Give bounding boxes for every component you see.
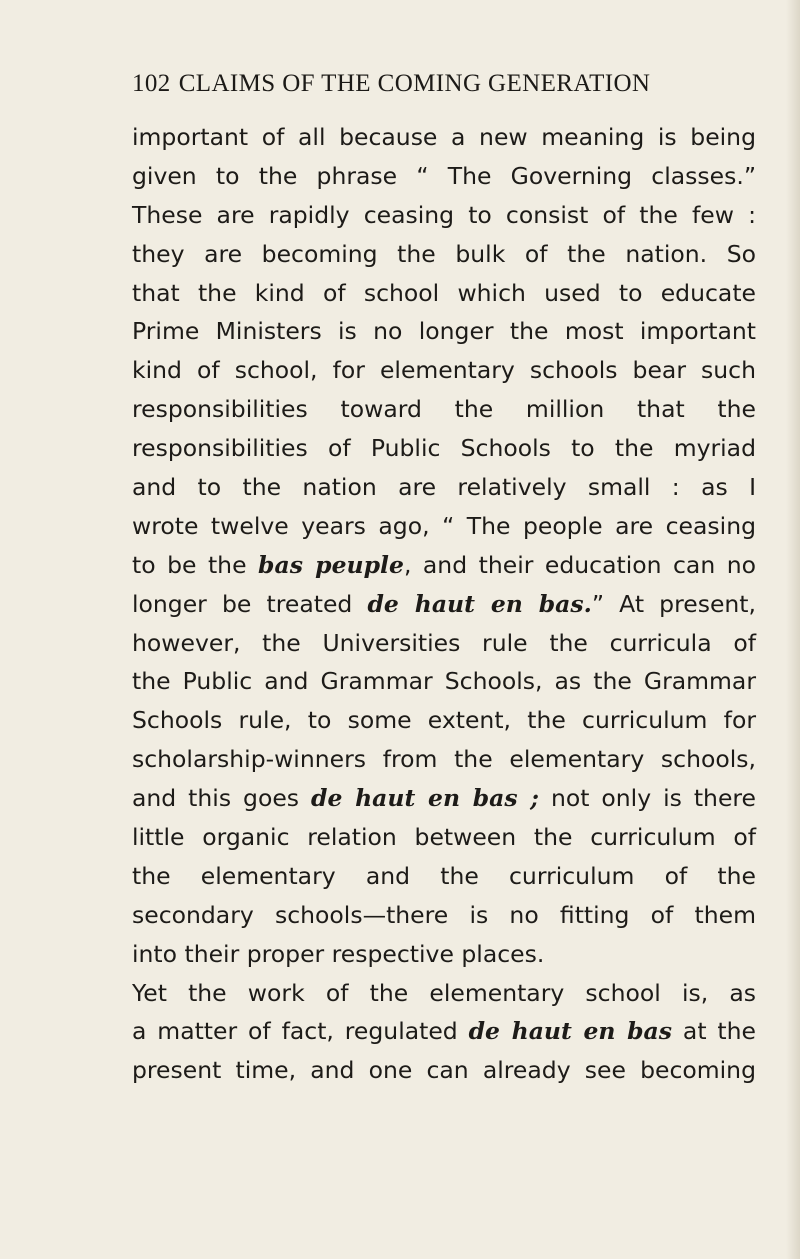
italic-phrase: de haut en bas ;	[311, 784, 539, 813]
text-segment: the Public and Grammar Schools, as the Grammar	[132, 667, 756, 696]
text-line	[132, 235, 756, 274]
text-line	[132, 974, 756, 1013]
text-segment: present time, and one can already see becoming	[132, 1056, 756, 1085]
text-line	[132, 779, 756, 818]
text-segment: These are rapidly ceasing to consist of the few :	[132, 200, 756, 229]
text-segment: longer be treated	[132, 589, 368, 618]
italic-phrase: bas peuple	[258, 550, 404, 579]
text-line	[132, 351, 756, 390]
text-line	[132, 196, 756, 235]
text-line	[132, 1051, 756, 1090]
text-segment: they are becoming the bulk of the nation. So	[132, 239, 756, 268]
text-line	[132, 624, 756, 663]
text-segment: and this goes	[132, 784, 312, 813]
running-title: CLAIMS OF THE COMING GENERATION	[178, 70, 651, 97]
text-segment: ” At present,	[591, 589, 756, 618]
text-segment: a matter of fact, regulated	[132, 1017, 469, 1046]
text-line	[132, 157, 756, 196]
text-line	[132, 507, 756, 546]
italic-phrase: de haut en bas.	[367, 589, 592, 618]
text-line	[132, 857, 756, 896]
text-line	[132, 118, 756, 157]
text-segment: wrote twelve years ago, “ The people are ceasing	[132, 511, 756, 540]
body-text	[132, 118, 756, 1090]
page-edge-shadow	[786, 0, 800, 1259]
text-segment: Schools rule, to some extent, the curriculum for	[132, 706, 756, 735]
text-line	[132, 896, 756, 935]
text-line	[132, 662, 756, 701]
text-segment: that the kind of school which used to educate	[132, 278, 756, 307]
text-segment: however, the Universities rule the curricula of	[132, 628, 756, 657]
text-segment: to be the	[132, 550, 259, 579]
page-number: 102	[132, 70, 171, 97]
text-segment: Yet the work of the elementary school is, as	[132, 978, 756, 1007]
text-line	[132, 818, 756, 857]
text-line	[132, 468, 756, 507]
text-segment: , and their education can no	[403, 550, 756, 579]
text-line	[132, 390, 756, 429]
text-segment: little organic relation between the curriculum of	[132, 823, 756, 852]
text-segment: responsibilities toward the million that the	[132, 395, 756, 424]
text-line	[132, 429, 756, 468]
text-line	[132, 740, 756, 779]
text-segment: responsibilities of Public Schools to the myriad	[132, 434, 756, 463]
text-segment: important of all because a new meaning is being	[132, 123, 756, 151]
text-segment: at the	[672, 1017, 756, 1046]
text-segment: and to the nation are relatively small : as I	[132, 473, 756, 502]
italic-phrase: de haut en bas	[468, 1017, 673, 1046]
text-segment: Prime Ministers is no longer the most important	[132, 317, 756, 346]
text-line	[132, 312, 756, 351]
text-line	[132, 585, 756, 624]
text-segment: into their proper respective places.	[132, 939, 545, 968]
text-line	[132, 701, 756, 740]
text-segment: given to the phrase “ The Governing classes.”	[132, 161, 756, 190]
text-segment: secondary schools—there is no fitting of them	[132, 900, 756, 929]
text-line	[132, 274, 756, 313]
text-line	[132, 546, 756, 585]
text-segment: not only is there	[538, 784, 757, 813]
text-line	[132, 935, 756, 974]
text-segment: kind of school, for elementary schools bear such	[132, 356, 756, 385]
text-segment: scholarship-winners from the elementary schools,	[132, 745, 756, 774]
text-segment: the elementary and the curriculum of the	[132, 861, 756, 890]
running-head	[132, 70, 692, 98]
text-line	[132, 1012, 756, 1051]
